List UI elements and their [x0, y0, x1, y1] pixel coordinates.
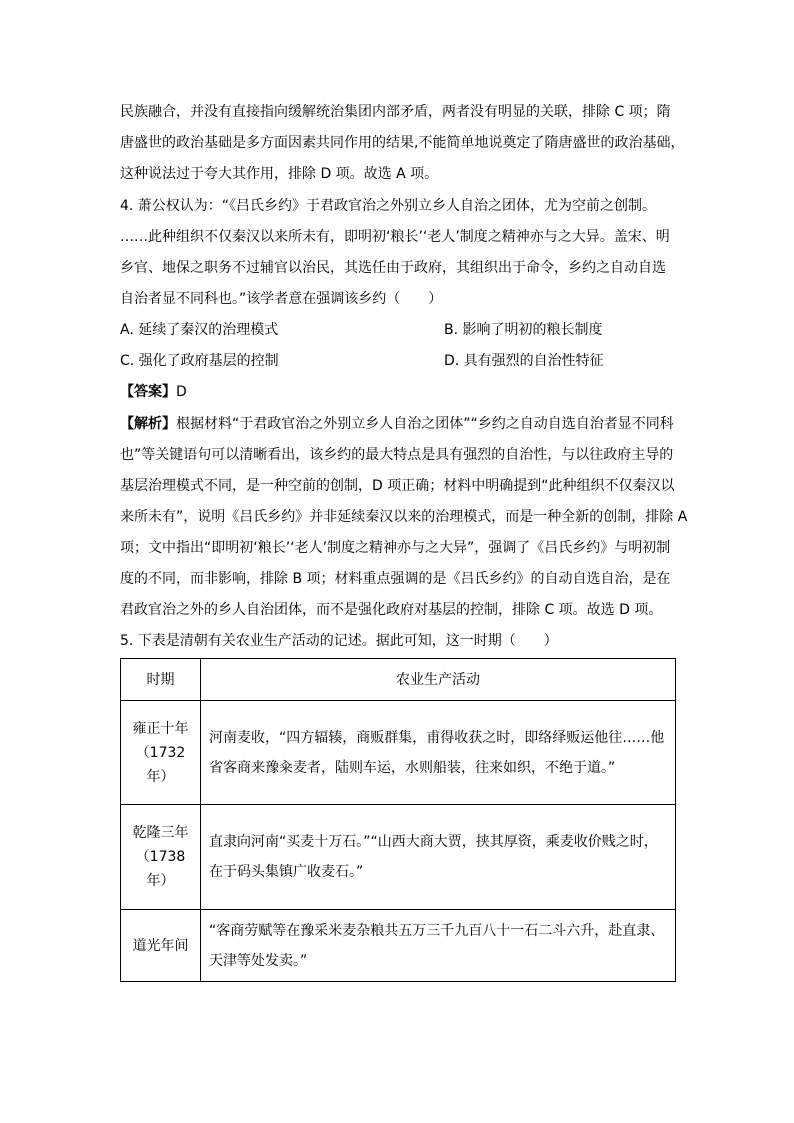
period-text: （1732 — [135, 744, 186, 761]
activity-cell — [201, 805, 676, 910]
activity-text: 在于码头集镇广收麦石。” — [209, 864, 364, 880]
table-row — [121, 805, 676, 910]
period-text: 年） — [146, 768, 175, 785]
question-4-stem: 4. 萧公权认为：“《吕氏乡约》于君政官治之外别立乡人自治之团体，尤为空前之创制。 — [120, 198, 657, 214]
answer-label: 【答案】 — [120, 384, 176, 400]
period-text: （1738 — [135, 849, 186, 865]
question-4-stem: 自治者显不同科也。”该学者意在强调该乡约（ ） — [120, 291, 443, 307]
activity-text: 省客商来豫籴麦者，陆则车运，水则船装，往来如织，不绝于道。” — [209, 759, 616, 776]
activity-text: 直隶向河南“买麦十万石。”“山西大商大贾，挟其厚资，乘麦收价贱之时， — [209, 834, 658, 850]
question-4-stem: 乡官、地保之职务不过辅官以治民，其选任由于政府，其组织出于命令，乡约之自动自选 — [120, 260, 666, 276]
answer — [120, 382, 690, 402]
analysis-label: 【解析】 — [120, 416, 176, 432]
analysis-text: 根据材料“于君政官治之外别立乡人自治之团体”“乡约之自动自选自治者显不同科 — [176, 416, 674, 432]
question-5-stem: 5. 下表是清朝有关农业生产活动的记述。据此可知，这一时期（ ） — [120, 633, 558, 649]
period-cell — [121, 701, 201, 805]
period-text: 道光年间 — [132, 937, 189, 954]
table-header-row — [121, 659, 676, 701]
text-line: 这种说法过于夸大其作用，排除 D 项。故选 A 项。 — [120, 166, 439, 182]
option-c: C. 强化了政府基层的控制 — [120, 353, 279, 369]
table-row — [121, 910, 676, 982]
option-b: B. 影响了明初的粮长制度 — [444, 322, 603, 338]
table-row — [121, 701, 676, 805]
analysis-line: 度的不同，而非影响，排除 B 项；材料重点强调的是《吕氏乡约》的自动自选自治，是在 — [120, 571, 671, 587]
analysis-line: 项；文中指出“即明初‘粮长’‘老人’制度之精神亦与之大异”，强调了《吕氏乡约》与明初制 — [120, 540, 671, 556]
activity-cell — [201, 701, 676, 805]
option-a: A. 延续了秦汉的治理模式 — [120, 322, 279, 338]
text-line: 唐盛世的政治基础是多方面因素共同作用的结果,不能简单地说奠定了隋唐盛世的政治基础， — [120, 135, 685, 151]
header-activity: 农业生产活动 — [201, 659, 676, 701]
analysis-line: 也”等关键语句可以清晰看出，该乡约的最大特点是具有强烈的自治性，与以往政府主导的 — [120, 447, 674, 463]
activity-text: 河南麦收，“四方辐辏，商贩群集，甫得收获之时，即络绎贩运他往……他 — [209, 729, 665, 746]
text-line: 民族融合，并没有直接指向缓解统治集团内部矛盾，两者没有明显的关联，排除 C 项；隋 — [120, 104, 671, 120]
period-cell — [121, 805, 201, 910]
period-text: 乾隆三年 — [132, 825, 189, 841]
activity-text: “客商劳赋等在豫采米麦杂粮共五万三千九百八十一石二斗六升，赴直隶、 — [209, 922, 665, 939]
answer-value: D — [176, 384, 187, 400]
period-text: 雍正十年 — [132, 720, 189, 737]
option-d: D. 具有强烈的自治性特征 — [444, 353, 604, 369]
period-text: 年） — [146, 873, 175, 889]
agriculture-table — [120, 658, 676, 982]
analysis-line: 来所未有”，说明《吕氏乡约》并非延续秦汉以来的治理模式，而是一种全新的创制，排除 A — [120, 509, 688, 525]
activity-text: 天津等处发卖。” — [209, 952, 308, 969]
analysis-line: 基层治理模式不同，是一种空前的创制，D 项正确；材料中明确提到“此种组织不仅秦汉以 — [120, 478, 675, 494]
header-period: 时期 — [121, 659, 201, 701]
question-4-stem: ……此种组织不仅秦汉以来所未有，即明初‘粮长’‘老人’制度之精神亦与之大异。盖宋、明 — [120, 229, 670, 245]
activity-cell — [201, 910, 676, 982]
analysis — [120, 414, 690, 434]
analysis-line: 君政官治之外的乡人自治团体，而不是强化政府对基层的控制，排除 C 项。故选 D 项。 — [120, 602, 663, 618]
period-cell — [121, 910, 201, 982]
